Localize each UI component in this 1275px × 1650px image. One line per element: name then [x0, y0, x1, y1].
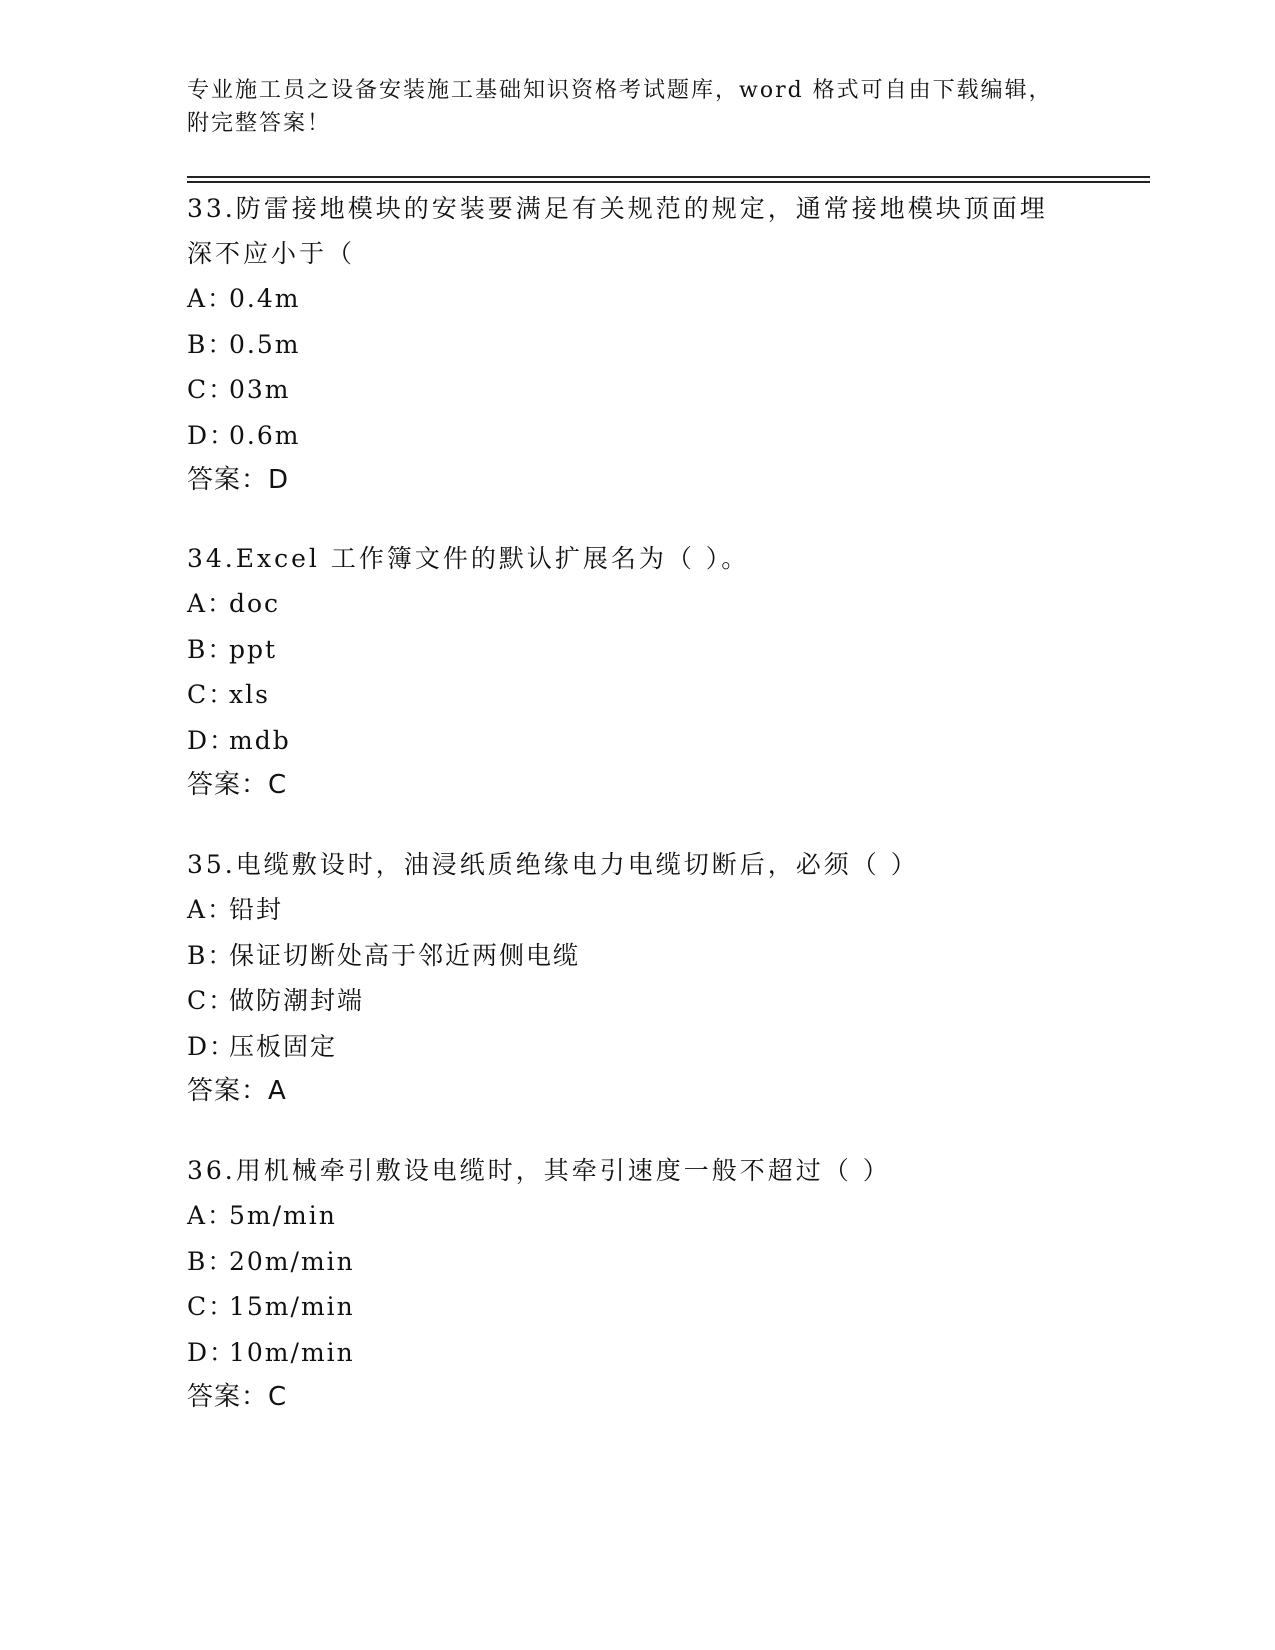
option-label: C： — [187, 680, 236, 709]
option-a — [187, 1193, 1107, 1239]
option-label: B： — [187, 940, 235, 970]
option-label: B： — [187, 1246, 235, 1276]
option-label: D： — [187, 420, 237, 450]
option-text: 20m/min — [229, 1246, 355, 1276]
option-text: 0.5m — [229, 329, 301, 359]
header-line-1: 专业施工员之设备安装施工基础知识资格考试题库，word 格式可自由下载编辑， — [187, 78, 1053, 103]
answer-line: 答案：A — [187, 1076, 287, 1106]
option-label: C： — [187, 986, 236, 1015]
answer-line: 答案：C — [187, 1382, 288, 1412]
option-text: 15m/min — [229, 1292, 355, 1321]
option-a — [187, 887, 1107, 933]
option-text: ppt — [229, 634, 278, 664]
option-b — [187, 933, 1107, 979]
option-b — [187, 322, 1107, 368]
option-c — [187, 367, 1107, 413]
option-label: A： — [187, 284, 235, 313]
question-33 — [187, 186, 1107, 502]
option-text: mdb — [229, 725, 291, 755]
question-stem-line: 36.用机械牵引敷设电缆时，其牵引速度一般不超过（ ） — [187, 1156, 891, 1185]
option-d — [187, 718, 1107, 764]
option-c — [187, 1284, 1107, 1330]
question-stem-line: 33.防雷接地模块的安装要满足有关规范的规定，通常接地模块顶面埋 — [187, 194, 1048, 223]
option-text: 铅封 — [229, 895, 284, 924]
question-34 — [187, 536, 1107, 807]
option-text: 0.6m — [229, 420, 301, 450]
option-text: xls — [229, 680, 270, 709]
option-a — [187, 581, 1107, 627]
question-35 — [187, 842, 1107, 1113]
option-a — [187, 276, 1107, 322]
question-stem-line: 34.Excel 工作簿文件的默认扩展名为（ ）。 — [187, 544, 750, 573]
question-36 — [187, 1148, 1107, 1419]
option-label: A： — [187, 895, 235, 924]
option-c — [187, 672, 1107, 718]
option-c — [187, 978, 1107, 1024]
document-header — [187, 74, 1087, 140]
option-text: 5m/min — [229, 1201, 337, 1230]
option-d — [187, 1024, 1107, 1070]
header-divider-bottom — [187, 181, 1150, 183]
option-label: D： — [187, 725, 237, 755]
header-divider-top — [187, 176, 1150, 178]
option-text: 保证切断处高于邻近两侧电缆 — [229, 940, 581, 970]
option-text: 03m — [229, 375, 291, 404]
option-label: C： — [187, 1292, 236, 1321]
answer-line: 答案：C — [187, 770, 288, 800]
answer-line: 答案：D — [187, 465, 290, 495]
option-b — [187, 1239, 1107, 1285]
question-stem-line: 35.电缆敷设时，油浸纸质绝缘电力电缆切断后，必须（ ） — [187, 850, 919, 879]
option-text: 压板固定 — [229, 1031, 338, 1061]
option-b — [187, 627, 1107, 673]
option-text: 0.4m — [229, 284, 301, 313]
option-d — [187, 413, 1107, 459]
option-text: doc — [229, 589, 281, 618]
option-text: 做防潮封端 — [229, 986, 365, 1015]
question-stem-line: 深不应小于（ — [187, 239, 356, 268]
option-label: A： — [187, 589, 235, 618]
option-d — [187, 1330, 1107, 1376]
option-label: B： — [187, 634, 235, 664]
option-text: 10m/min — [229, 1337, 355, 1367]
option-label: A： — [187, 1201, 235, 1230]
header-line-2: 附完整答案！ — [187, 111, 332, 136]
option-label: C： — [187, 375, 236, 404]
option-label: D： — [187, 1337, 237, 1367]
option-label: B： — [187, 329, 235, 359]
option-label: D： — [187, 1031, 237, 1061]
